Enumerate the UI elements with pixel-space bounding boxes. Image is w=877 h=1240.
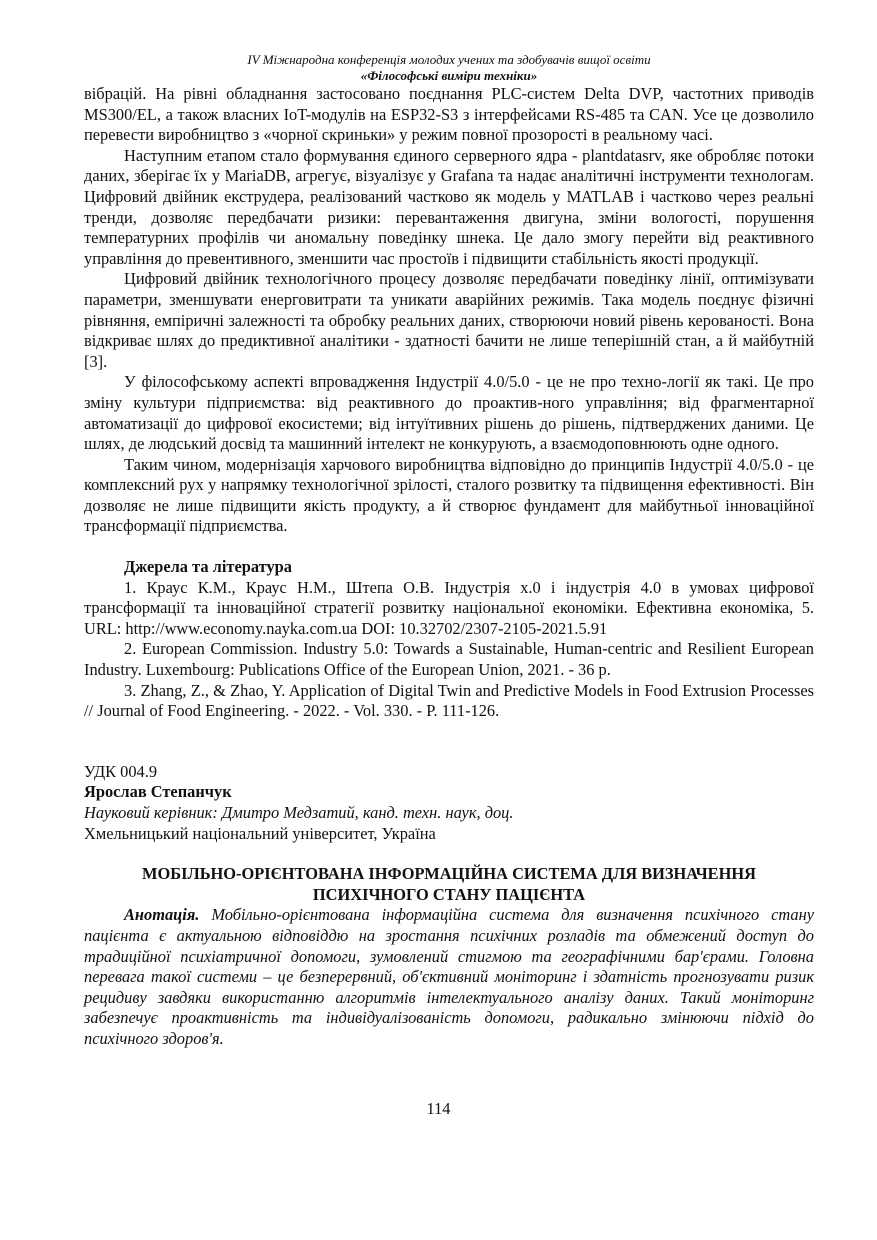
document-page xyxy=(84,0,814,1050)
spacer xyxy=(84,742,814,762)
running-header xyxy=(84,0,814,84)
abstract-text: Мобільно-орієнтована інформаційна система для визначення психічного стану пацієнта є актуальною відповіддю на зростання психічних розладів та обмежений доступ до традиційної психіатричної допомоги, зумовлений стигмою та географічними бар'єрами. Головна перевага такої системи – це безперервний, об'єктивний моніторинг і здатність прогнозувати ризик рецидиву завдяки використанню алгоритмів інтелектуального аналізу даних. Такий моніторинг забезпечує проактивність та індивідуалізованість допомоги, радикально змінюючи підхід до психічного здоров'я. xyxy=(84,905,814,1048)
body-paragraph: У філософському аспекті впровадження Індустрії 4.0/5.0 - це не про техно-логії як такі. Це про зміну культури підприємства: від реактивного до проактив-ного управління; від фрагментарної автоматизації до цифрової екосистеми; від інтуїтивних рішень до рішень, підтверджених даними. Це шлях, де людський досвід та машинний інтелект не конкурують, а взаємодоповнюють одне одного. xyxy=(84,372,814,454)
body-paragraph: вібрацій. На рівні обладнання застосовано поєднання PLC-систем Delta DVP, частотних приводів MS300/EL, а також власних IoT-модулів на ESP32-S3 з інтерфейсами RS-485 та CAN. Усе це дозволило перевести виробництво з «чорної скриньки» у режим повної прозорості в реальному часі. xyxy=(84,84,814,145)
conference-title: «Філософські виміри техніки» xyxy=(360,68,538,83)
conference-name: IV Міжнародна конференція молодих учених та здобувачів вищої освіти xyxy=(247,52,651,67)
body-paragraph: Цифровий двійник технологічного процесу дозволяє передбачати поведінку лінії, оптимізувати параметри, зменшувати енерговитрати та уникати аварійних режимів. Така модель поєднує фізичні рівняння, емпіричні залежності та обробку реальних даних, створюючи новий рівень керованості. Вона відкриває шлях до предиктивної аналітики - здатності бачити не лише теперішній стан, а й майбутній [3]. xyxy=(84,269,814,371)
references-heading: Джерела та література xyxy=(124,557,292,577)
affiliation: Хмельницький національний університет, Україна xyxy=(84,823,436,843)
supervisor-line: Науковий керівник: Дмитро Медзатий, канд. техн. наук, доц. xyxy=(84,803,514,822)
body-paragraph: Наступним етапом стало формування єдиного серверного ядра - plantdatasrv, яке обробляє потоки даних, зберігає їх у MariaDB, агрегує, візуалізує у Grafana та надає аналітичні інструменти технологам. Цифровий двійник екструдера, реалізований частково як модель у MATLAB і частково через реальні тренди, дозволяє передбачати ризики: перевантаження двигуна, зміни вологості, порушення температурних профілів чи аномальну поведінку шнека. Це дало змогу перейти від реактивного управління до превентивного, зменшити час простоїв і підвищити стабільність якості продукції. xyxy=(84,145,814,268)
udk-code: УДК 004.9 xyxy=(84,761,158,781)
abstract-label: Анотація. xyxy=(124,905,200,925)
reference-item: 2. European Commission. Industry 5.0: Towards a Sustainable, Human-centric and Resilient European Industry. Luxembourg: Publications Office of the European Union, 2021. - 36 p. xyxy=(84,639,814,680)
page-number: 114 xyxy=(426,1099,451,1118)
reference-item: 1. Краус К.М., Краус Н.М., Штепа О.В. Індустрія х.0 і індустрія 4.0 в умовах цифрової трансформації та інноваційної стратегії розвитку національної економіки. Ефективна економіка, 5. URL: http://www.economy.nayka.com.ua DOI: 10.32702/2307-2105-2021.5.91 xyxy=(84,577,814,638)
reference-item: 3. Zhang, Z., & Zhao, Y. Application of Digital Twin and Predictive Models in Food Extrusion Processes // Journal of Food Engineering. - 2022. - Vol. 330. - P. 111-126. xyxy=(84,680,814,721)
author-name: Ярослав Степанчук xyxy=(84,782,232,802)
article-title: МОБІЛЬНО-ОРІЄНТОВАНА ІНФОРМАЦІЙНА СИСТЕМА ДЛЯ ВИЗНАЧЕННЯ ПСИХІЧНОГО СТАНУ ПАЦІЄНТА xyxy=(142,864,756,904)
body-paragraph: Таким чином, модернізація харчового виробництва відповідно до принципів Індустрії 4.0/5.0 - це комплексний рух у напрямку технологічної зрілості, сталого розвитку та підвищення ефективності. Він дозволяє не лише підвищити якість продукту, а й створює фундамент для майбутньої інноваційної трансформації підприємства. xyxy=(84,454,814,536)
spacer xyxy=(84,722,814,742)
abstract xyxy=(84,905,814,1049)
